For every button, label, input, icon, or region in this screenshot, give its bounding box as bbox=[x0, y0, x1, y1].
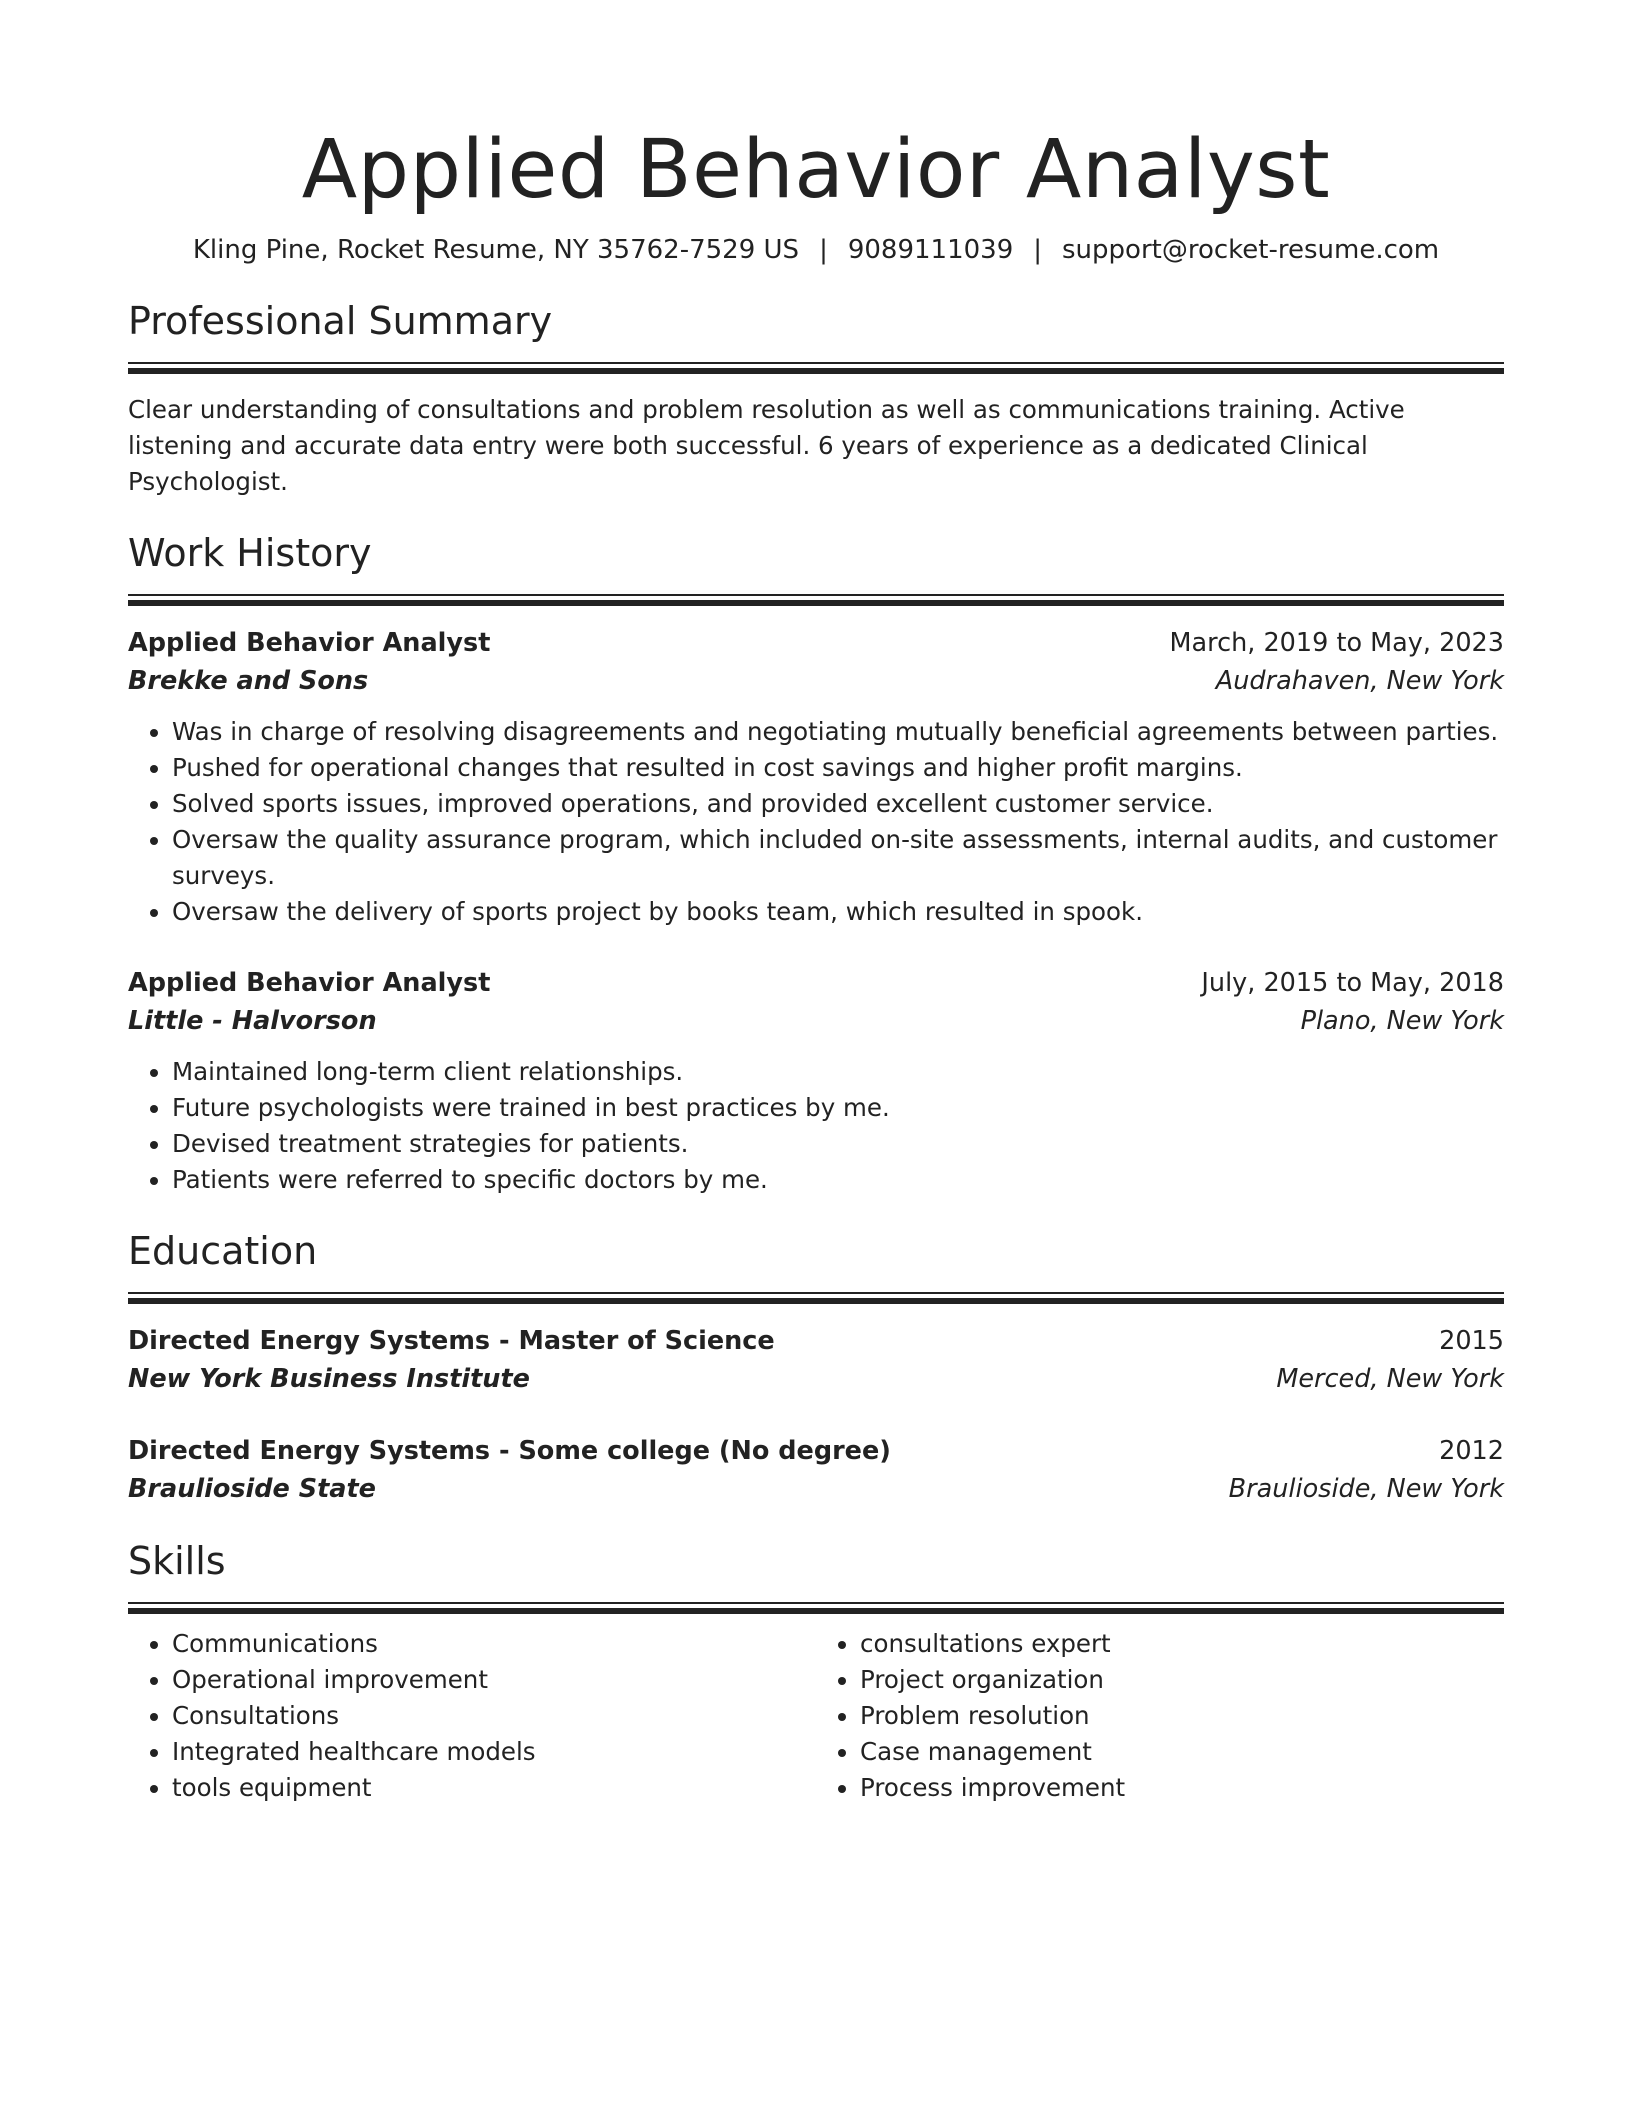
job-dates: March, 2019 to May, 2023 bbox=[1169, 628, 1504, 658]
skill-item: • Communications bbox=[172, 1626, 816, 1662]
job-bullet: • Maintained long-term client relationships. bbox=[172, 1054, 1504, 1090]
section-title-summary: Professional Summary bbox=[128, 299, 553, 343]
section-title-education: Education bbox=[128, 1229, 318, 1273]
skill-item: • Operational improvement bbox=[172, 1662, 816, 1698]
job-header-row bbox=[128, 624, 1504, 662]
job-bullets bbox=[128, 1054, 1504, 1198]
skills-section bbox=[128, 1536, 1504, 1806]
education-entry bbox=[128, 1322, 1504, 1398]
section-title-work-history: Work History bbox=[128, 531, 372, 575]
education-location: Merced, New York bbox=[1276, 1364, 1504, 1394]
skill-item: • Consultations bbox=[172, 1698, 816, 1734]
job-title: Applied Behavior Analyst bbox=[128, 628, 491, 658]
job-bullet: • Was in charge of resolving disagreements and negotiating mutually beneficial agreements between parties. bbox=[172, 714, 1504, 750]
skills-grid bbox=[128, 1626, 1504, 1806]
education-section bbox=[128, 1226, 1504, 1508]
skills-column-left bbox=[128, 1626, 816, 1806]
section-divider bbox=[128, 1602, 1504, 1614]
education-subheader-row bbox=[128, 1470, 1504, 1508]
contact-address: Kling Pine, Rocket Resume, NY 35762-7529 US bbox=[192, 235, 800, 265]
education-entry bbox=[128, 1432, 1504, 1508]
job-entry bbox=[128, 964, 1504, 1198]
contact-separator: | bbox=[819, 235, 828, 265]
section-divider bbox=[128, 1292, 1504, 1304]
education-school: New York Business Institute bbox=[128, 1364, 530, 1394]
job-bullet: • Patients were referred to specific doctors by me. bbox=[172, 1162, 1504, 1198]
contact-email: support@rocket-resume.com bbox=[1062, 235, 1440, 265]
education-school: Braulioside State bbox=[128, 1474, 376, 1504]
job-bullet: • Oversaw the quality assurance program, which included on-site assessments, internal audits, and customer surveys. bbox=[172, 822, 1504, 894]
job-title: Applied Behavior Analyst bbox=[128, 968, 491, 998]
skill-item: • consultations expert bbox=[860, 1626, 1504, 1662]
contact-phone: 9089111039 bbox=[847, 235, 1014, 265]
contact-line bbox=[128, 232, 1504, 268]
contact-separator: | bbox=[1033, 235, 1043, 265]
job-company: Brekke and Sons bbox=[128, 666, 369, 696]
section-divider bbox=[128, 594, 1504, 606]
job-bullet: • Devised treatment strategies for patients. bbox=[172, 1126, 1504, 1162]
job-location: Plano, New York bbox=[1300, 1006, 1504, 1036]
job-bullet: • Pushed for operational changes that resulted in cost savings and higher profit margins. bbox=[172, 750, 1504, 786]
education-year: 2015 bbox=[1439, 1326, 1504, 1356]
education-degree: Directed Energy Systems - Some college (No degree) bbox=[128, 1436, 891, 1466]
education-header-row bbox=[128, 1432, 1504, 1470]
education-degree: Directed Energy Systems - Master of Science bbox=[128, 1326, 775, 1356]
education-subheader-row bbox=[128, 1360, 1504, 1398]
job-header-row bbox=[128, 964, 1504, 1002]
work-history-section bbox=[128, 528, 1504, 1198]
skill-item: • Integrated healthcare models bbox=[172, 1734, 816, 1770]
section-title-skills: Skills bbox=[128, 1539, 226, 1583]
education-header-row bbox=[128, 1322, 1504, 1360]
job-bullets bbox=[128, 714, 1504, 930]
summary-section bbox=[128, 296, 1504, 500]
job-entry bbox=[128, 624, 1504, 930]
job-bullet: • Oversaw the delivery of sports project by books team, which resulted in spook. bbox=[172, 894, 1504, 930]
skill-item: • Case management bbox=[860, 1734, 1504, 1770]
skill-item: • Project organization bbox=[860, 1662, 1504, 1698]
summary-text: Clear understanding of consultations and problem resolution as well as communications training. Active listening and accurate data entry were both successful. 6 years of experience as a dedicated Clinical Psychologist. bbox=[128, 395, 1405, 496]
job-location: Audrahaven, New York bbox=[1215, 666, 1504, 696]
section-divider bbox=[128, 362, 1504, 374]
job-bullet: • Solved sports issues, improved operations, and provided excellent customer service. bbox=[172, 786, 1504, 822]
education-location: Braulioside, New York bbox=[1228, 1474, 1504, 1504]
job-company: Little - Halvorson bbox=[128, 1006, 377, 1036]
job-bullet: • Future psychologists were trained in best practices by me. bbox=[172, 1090, 1504, 1126]
skill-item: • Problem resolution bbox=[860, 1698, 1504, 1734]
job-dates: July, 2015 to May, 2018 bbox=[1201, 968, 1504, 998]
resume-name: Applied Behavior Analyst bbox=[301, 123, 1331, 217]
skills-column-right bbox=[816, 1626, 1504, 1806]
job-subheader-row bbox=[128, 662, 1504, 700]
skill-item: • Process improvement bbox=[860, 1770, 1504, 1806]
education-year: 2012 bbox=[1439, 1436, 1504, 1466]
job-subheader-row bbox=[128, 1002, 1504, 1040]
skill-item: • tools equipment bbox=[172, 1770, 816, 1806]
